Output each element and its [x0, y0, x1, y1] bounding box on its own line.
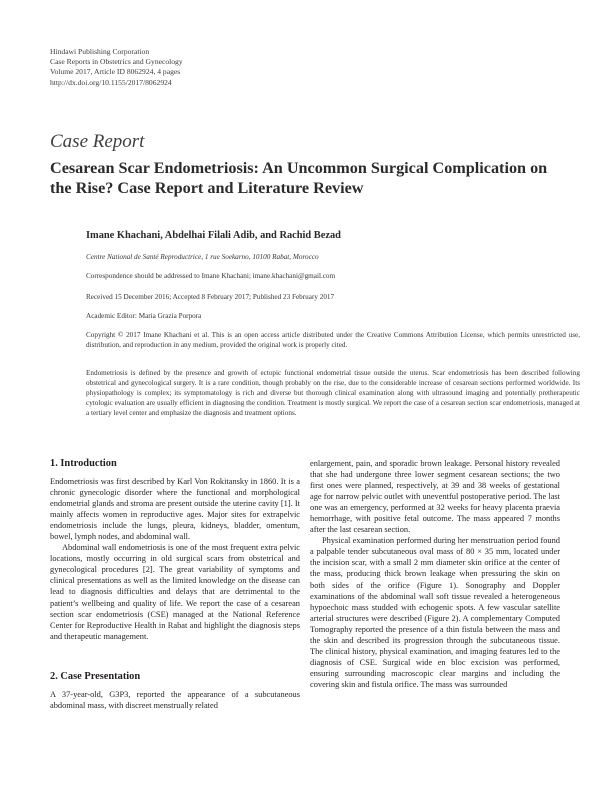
author-list: Imane Khachani, Abdelhai Filali Adib, and Rachid Bezad: [86, 230, 341, 241]
paragraph: Physical examination performed during her menstruation period found a palpable tender subcutaneous oval mass of 80 × 35 mm, located under the incision scar, with a small 2 mm diameter skin orifice at the center of the mass, producing thick brown leakage when pressuring the skin on both sides of the orifice (Figure 1). Sonography and Doppler examinations of the abdominal wall soft tissue revealed a heterogeneous hypoechoic mass studded with echogenic spots. A few vascular satellite arterial structures were described (Figure 2). A complementary Computed Tomography reported the presence of a thin fistula between the mass and the skin and described its progression through the subcutaneous tissue. The clinical history, physical examination, and imaging features led to the diagnosis of CSE. Surgical wide en bloc excision was performed, ensuring surrounding macroscopic clear margins and including the covering skin and fistula orifice. The mass was surrounded: [310, 536, 560, 689]
article-type: Case Report: [50, 131, 145, 152]
copyright-notice: Copyright © 2017 Imane Khachani et al. This is an open access article distributed under the Creative Commons Attribution License, which permits unrestricted use, distribution, and reproduction in any medium, provided the original work is properly cited.: [86, 331, 580, 349]
paragraph: A 37-year-old, G3P3, reported the appearance of a subcutaneous abdominal mass, with discreet menstrually related: [50, 690, 300, 711]
section-heading-case-presentation: 2. Case Presentation: [50, 671, 141, 682]
journal-name: Case Reports in Obstetrics and Gynecology: [50, 57, 183, 67]
case-presentation-section: [50, 671, 300, 711]
publisher-name: Hindawi Publishing Corporation: [50, 47, 150, 56]
academic-editor: Academic Editor: Maria Grazia Porpora: [86, 312, 202, 320]
abstract: Endometriosis is defined by the presence and growth of ectopic functional endometrial tissue outside the uterus. Scar endometriosis has been described following obstetrical and gynecological surgery. It is a rare condition, though probably on the rise, due to the considerable increase of cesarean sections performed worldwide. Its physiopathology is complex; its symptomatology is rich and diverse but thorough clinical examination along with ultrasound imaging and potentially pretherapeutic cytologic evaluation are usually efficient in diagnosing the condition. Treatment is mostly surgical. We report the case of a cesarean section scar endometriosis, managed at a tertiary level center and emphasize the diagnosis and treatment options.: [86, 369, 580, 417]
paragraph: Abdominal wall endometriosis is one of the most frequent extra pelvic locations, mostly occurring in old surgical scars from obstetrical and gynecological procedures [2]. The great variability of symptoms and clinical presentations as well as the limited knowledge on the disease can lead to diagnosis difficulties and delays that are detrimental to the patient’s wellbeing and quality of life. We report the case of a cesarean section scar endometriosis (CSE) managed at the National Reference Center for Reproductive Health in Rabat and highlight the diagnosis steps and therapeutic management.: [50, 543, 300, 641]
section-heading-introduction: 1. Introduction: [50, 458, 117, 469]
paragraph: Endometriosis was first described by Karl Von Rokitansky in 1860. It is a chronic gynecologic disorder where the functional and morphological endometrial glands and stroma are present outside the uterine cavity [1]. It mainly affects women in reproductive ages. Major sites for extrapelvic endometriosis include the lungs, pleura, kidneys, bladder, omentum, bowel, lymph nodes, and abdominal wall.: [50, 477, 300, 542]
paragraph: enlargement, pain, and sporadic brown leakage. Personal history revealed that she had undergone three lower segment cesarean sections; the two first ones were planned, respectively, at 39 and 38 weeks of gestational age for narrow pelvic outlet with uneventful postoperative period. The last one was an emergency, performed at 32 weeks for heavy placenta praevia hemorrhage, with positive fetal outcome. The mass appeared 7 months after the last cesarean section.: [310, 459, 560, 535]
correspondence: Correspondence should be addressed to Imane Khachani; imane.khachani@gmail.com: [86, 272, 336, 280]
right-column: [310, 458, 560, 690]
doi-link[interactable]: http://dx.doi.org/10.1155/2017/8062924: [50, 77, 172, 87]
journal-header: [50, 47, 183, 88]
paper-title: Cesarean Scar Endometriosis: An Uncommon Surgical Complication on the Rise? Case Report and Literature Review: [50, 159, 548, 197]
left-column: [50, 458, 300, 642]
volume-info: Volume 2017, Article ID 8062924, 4 pages: [50, 67, 181, 77]
affiliation: Centre National de Santé Reproductrice, 1 rue Soekarno, 10100 Rabat, Morocco: [86, 253, 319, 261]
publication-dates: Received 15 December 2016; Accepted 8 February 2017; Published 23 February 2017: [86, 293, 335, 301]
